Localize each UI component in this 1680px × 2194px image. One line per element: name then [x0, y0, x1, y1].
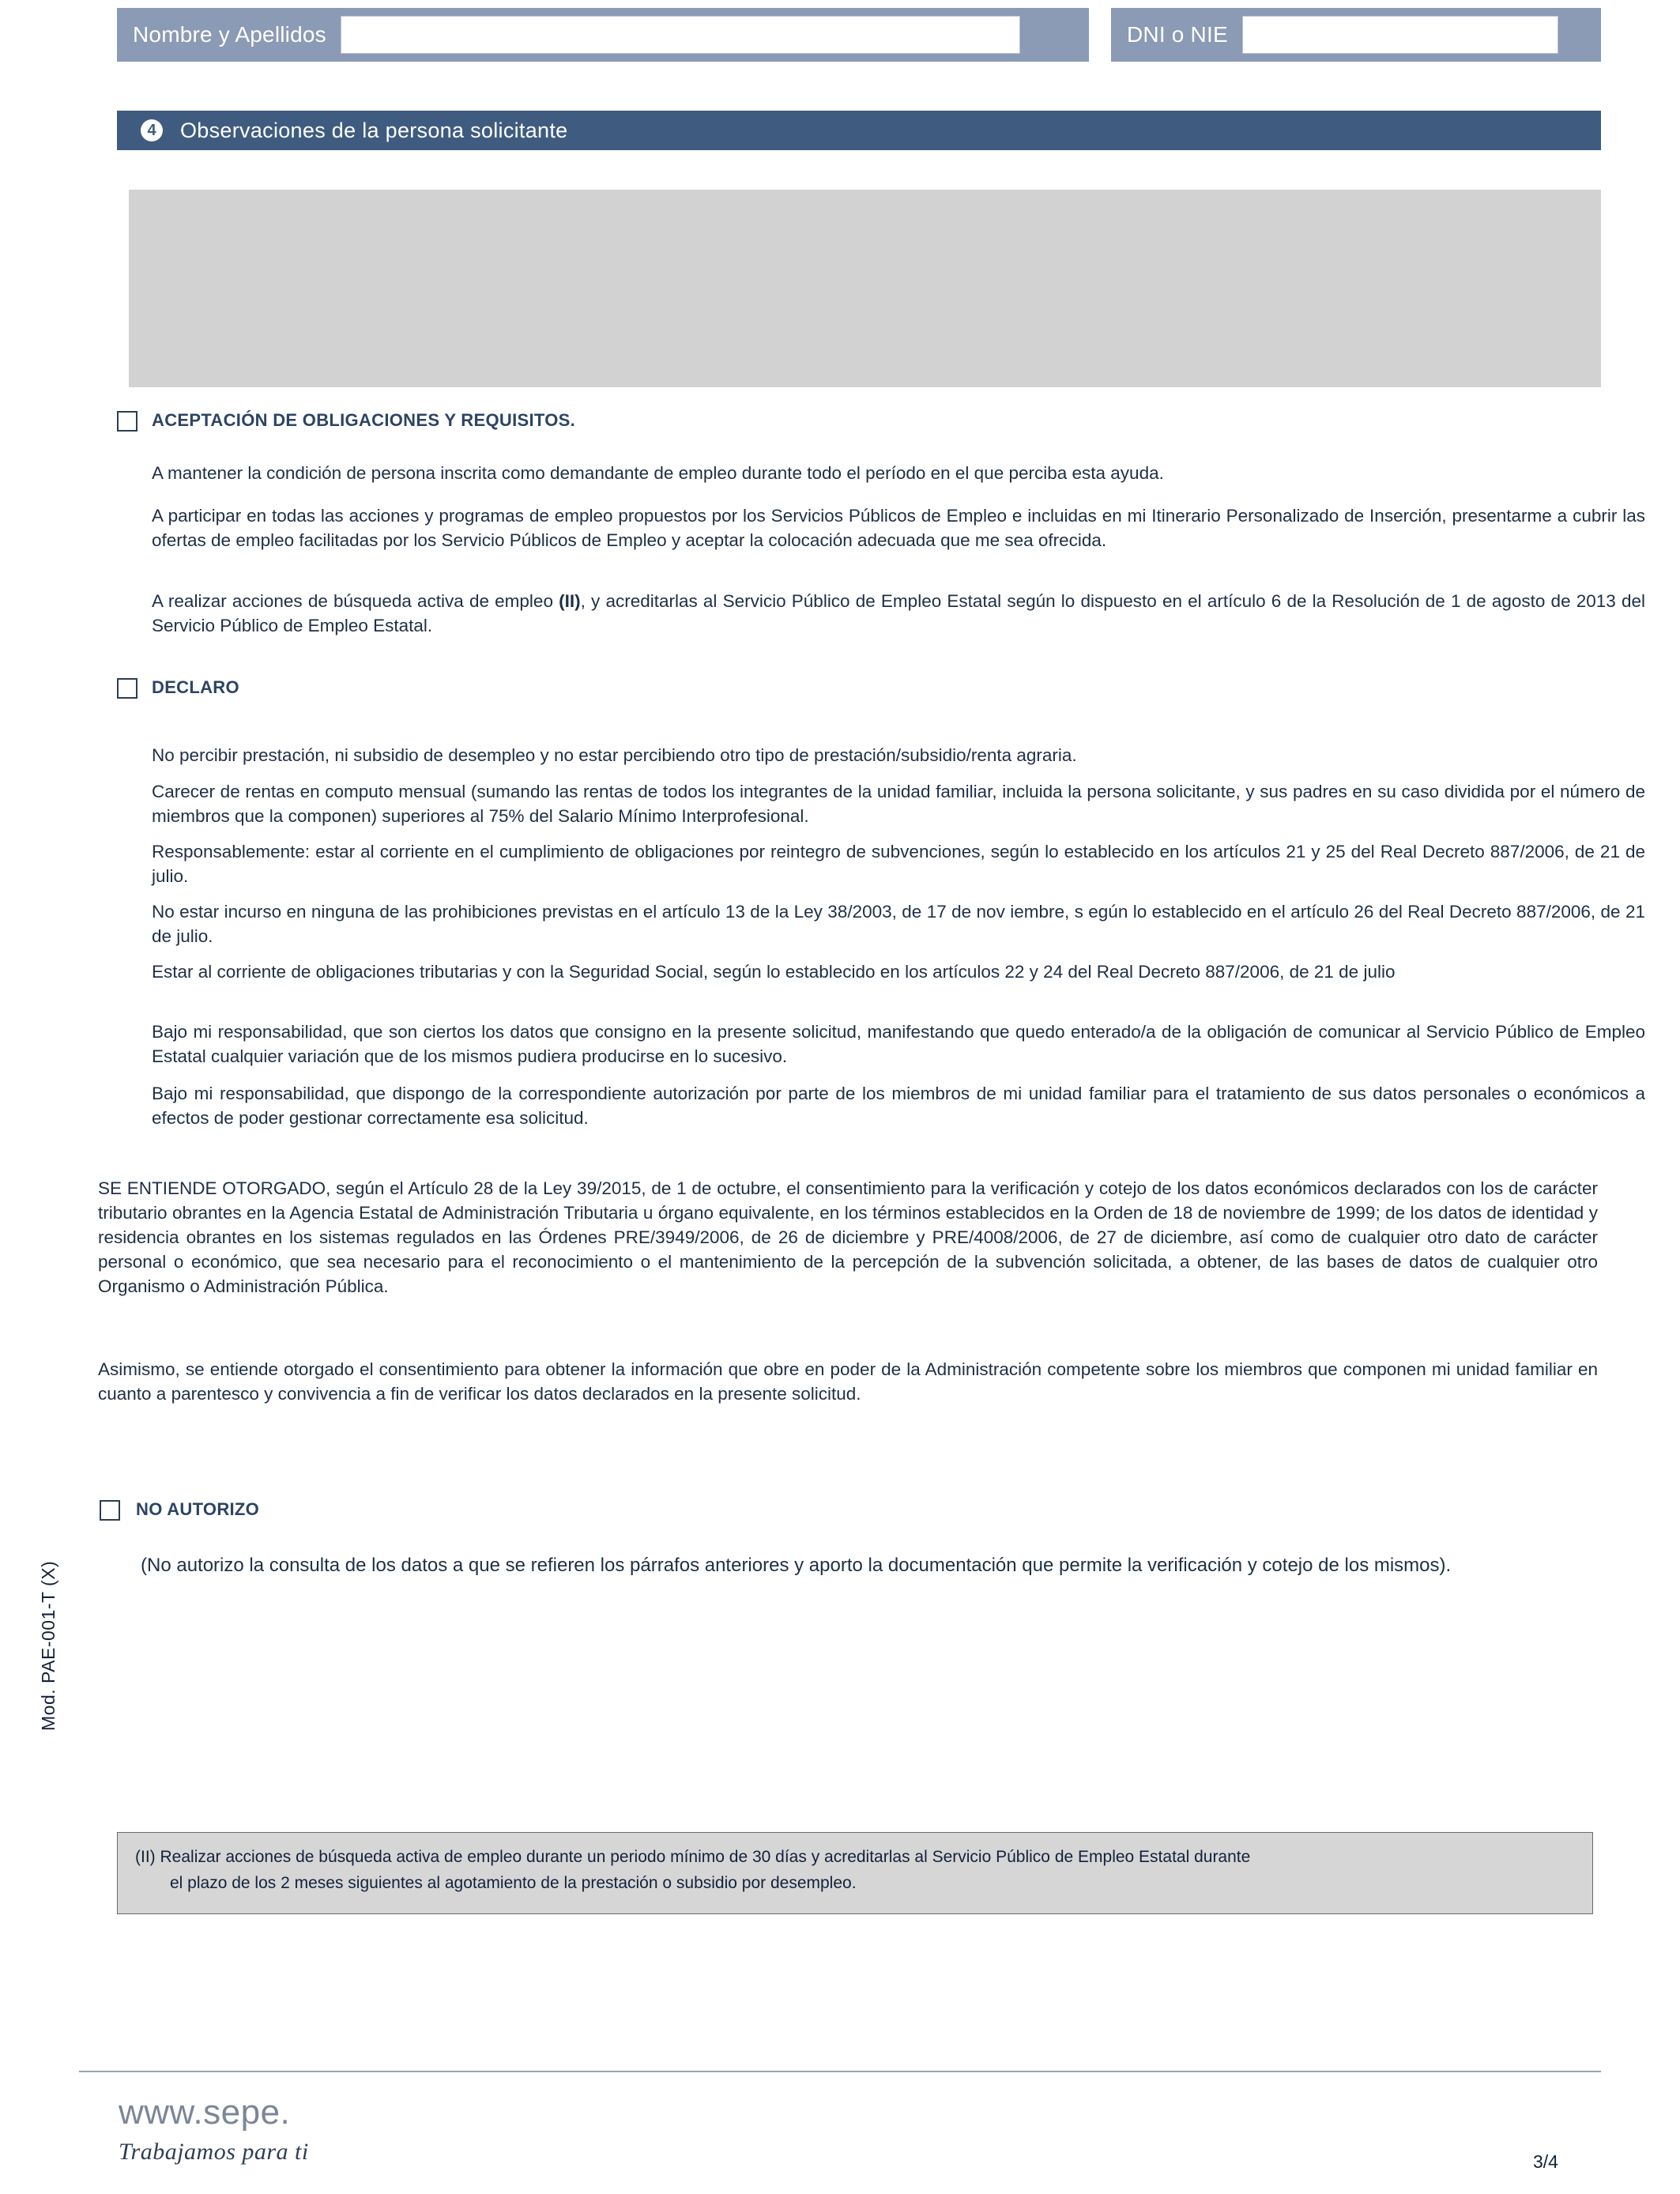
name-label: Nombre y Apellidos: [133, 22, 326, 47]
footer-divider: [79, 2071, 1601, 2072]
no-autorizo-heading: NO AUTORIZO: [136, 1499, 260, 1519]
sepe-tagline: Trabajamos para ti: [119, 2139, 309, 2165]
declaro-heading: DECLARO: [152, 677, 239, 697]
section-number-badge: 4: [141, 119, 163, 141]
footnote-tag: (II): [135, 1848, 156, 1866]
name-input[interactable]: [341, 16, 1020, 54]
sepe-logo: [119, 2093, 309, 2166]
declaro-item-4: No estar incurso en ninguna de las prohibiciones previstas en el artículo 13 de la Ley 38/2003, de 17 de nov iembre, s egún lo establecido en el artículo 26 del Real Decreto 887/2006, de 21 de julio.: [152, 902, 1645, 946]
dni-input[interactable]: [1242, 16, 1558, 54]
declaro-checkbox[interactable]: [117, 678, 137, 699]
acceptance-item-1: A mantener la condición de persona inscrita como demandante de empleo durante todo el período en el que perciba esta ayuda.: [152, 463, 1164, 483]
footnote-text-2: el plazo de los 2 meses siguientes al agotamiento de la prestación o subsidio por desempleo.: [170, 1874, 857, 1892]
declaro-item-6: Bajo mi responsabilidad, que son ciertos los datos que consigno en la presente solicitud, manifestando que quedo enterado/a de la obligación de comunicar al Servicio Público de Empleo Estatal cualquier variación que de los mismos pudiera producirse en lo sucesivo.: [152, 1022, 1645, 1066]
footnote-marker-ii: (II): [559, 591, 581, 611]
consent-paragraph-1: SE ENTIENDE OTORGADO, según el Artículo 28 de la Ley 39/2015, de 1 de octubre, el consentimiento para la verificación y cotejo de los datos económicos declarados con los de carácter tributario obrantes en la Agencia Estatal de Administración Tributaria u órgano equivalente, en los términos establecidos en la Orden de 18 de noviembre de 1999; de los datos de identidad y residencia obrantes en los sistemas regulados en las Órdenes PRE/3949/2006, de 26 de diciembre y PRE/4008/2006, de 27 de diciembre, así como de cualquier otro dato de carácter personal o económico, que sea necesario para el reconocimiento o el mantenimiento de la percepción de la subvención solicitada, a obtener, de las bases de datos de cualquier otro Organismo o Administración Pública.: [98, 1178, 1598, 1296]
acceptance-item-2: A participar en todas las acciones y programas de empleo propuestos por los Servicios Públicos de Empleo e incluidas en mi Itinerario Personalizado de Inserción, presentarme a cubrir las ofertas de empleo facilitadas por los Servicio Públicos de Empleo y aceptar la colocación adecuada que me sea ofrecida.: [152, 506, 1645, 550]
declaro-item-7: Bajo mi responsabilidad, que dispongo de la correspondiente autorización por parte de los miembros de mi unidad familiar para el tratamiento de sus datos personales o económicos a efectos de poder gestionar correctamente esa solicitud.: [152, 1084, 1645, 1128]
declaro-item-5: Estar al corriente de obligaciones tributarias y con la Seguridad Social, según lo establecido en los artículos 22 y 24 del Real Decreto 887/2006, de 21 de julio: [152, 962, 1396, 982]
acceptance-item-3-prefix: A realizar acciones de búsqueda activa de empleo: [152, 591, 559, 611]
footnote-box: [117, 1832, 1593, 1914]
no-autorizo-text: (No autorizo la consulta de los datos a que se refieren los párrafos anteriores y aporto la documentación que permite la verificación y cotejo de los mismos).: [141, 1555, 1452, 1576]
page-number: 3/4: [1533, 2151, 1558, 2172]
footnote-text-1: Realizar acciones de búsqueda activa de empleo durante un periodo mínimo de 30 días y acreditarlas al Servicio Público de Empleo Estatal durante: [160, 1848, 1251, 1866]
consent-paragraph-2: Asimismo, se entiende otorgado el consentimiento para obtener la información que obre en poder de la Administración competente sobre los miembros que componen mi unidad familiar en cuanto a parentesco y convivencia a fin de verificar los datos declarados en la presente solicitud.: [98, 1359, 1598, 1404]
no-autorizo-checkbox[interactable]: [100, 1500, 120, 1521]
acceptance-item-3-suffix: , y acreditarlas al Servicio Público de Empleo Estatal según lo dispuesto en el artículo 6 de la Resolución de 1 de agosto de 2013 del Servicio Público de Empleo Estatal.: [152, 591, 1645, 635]
name-field-group: [117, 8, 1089, 62]
applicant-header: [117, 8, 1601, 62]
sepe-logo-text: www.sepe.: [119, 2093, 291, 2132]
dni-field-group: [1111, 8, 1601, 62]
observations-textarea[interactable]: [129, 190, 1601, 387]
declaro-item-2: Carecer de rentas en computo mensual (sumando las rentas de todos los integrantes de la unidad familiar, incluida la persona solicitante, y sus padres en su caso dividida por el número de miembros que la componen) superiores al 75% del Salario Mínimo Interprofesional.: [152, 782, 1645, 826]
acceptance-item-3: [152, 589, 1645, 638]
acceptance-heading: ACEPTACIÓN DE OBLIGACIONES Y REQUISITOS.: [152, 410, 576, 430]
footnote-line-1: [135, 1844, 1575, 1870]
form-model-code: Mod. PAE-001-T (X): [38, 1560, 58, 1731]
acceptance-checkbox[interactable]: [117, 411, 137, 432]
declaro-item-3: Responsablemente: estar al corriente en el cumplimiento de obligaciones por reintegro de subvenciones, según lo establecido en los artículos 21 y 25 del Real Decreto 887/2006, de 21 de julio.: [152, 842, 1645, 886]
section-title: Observaciones de la persona solicitante: [180, 118, 568, 142]
declaro-item-1: No percibir prestación, ni subsidio de desempleo y no estar percibiendo otro tipo de prestación/subsidio/renta agraria.: [152, 745, 1077, 765]
section-header-observations: [117, 111, 1601, 150]
dni-label: DNI o NIE: [1127, 22, 1228, 47]
